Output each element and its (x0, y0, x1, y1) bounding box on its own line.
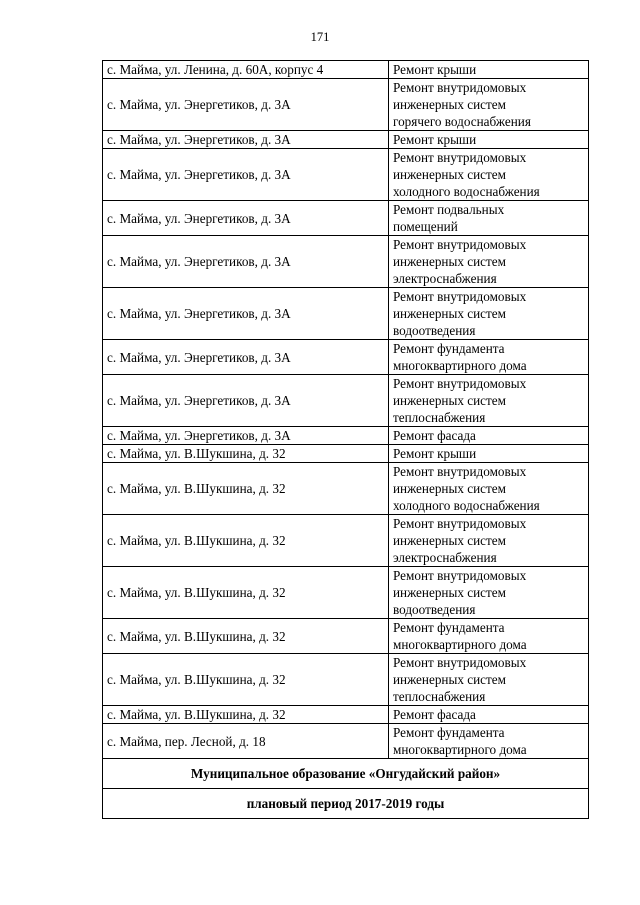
work-type-line: теплоснабжения (393, 410, 486, 425)
address-cell: с. Майма, ул. В.Шукшина, д. 32 (103, 567, 389, 619)
address-cell: с. Майма, ул. Энергетиков, д. 3А (103, 236, 389, 288)
work-type-cell (389, 79, 589, 131)
table-row (103, 288, 589, 340)
work-type-line: многоквартирного дома (393, 358, 527, 373)
table-row (103, 61, 589, 79)
work-type-line: водоотведения (393, 323, 476, 338)
work-type-cell (389, 619, 589, 654)
work-type-cell (389, 131, 589, 149)
work-type-cell (389, 724, 589, 759)
work-type-cell (389, 654, 589, 706)
work-type-line: Ремонт внутридомовых (393, 464, 527, 479)
address-cell: с. Майма, ул. В.Шукшина, д. 32 (103, 654, 389, 706)
address-cell: с. Майма, ул. Энергетиков, д. 3А (103, 149, 389, 201)
work-type-line: водоотведения (393, 602, 476, 617)
work-type-cell (389, 375, 589, 427)
address-cell: с. Майма, ул. В.Шукшина, д. 32 (103, 463, 389, 515)
work-type-line: помещений (393, 219, 458, 234)
address-cell: с. Майма, ул. Энергетиков, д. 3А (103, 375, 389, 427)
table-row (103, 619, 589, 654)
work-type-cell (389, 445, 589, 463)
work-type-line: Ремонт внутридомовых (393, 289, 527, 304)
work-type-line: Ремонт крыши (393, 132, 477, 147)
work-type-line: электроснабжения (393, 271, 497, 286)
work-type-line: инженерных систем (393, 254, 506, 269)
work-type-line: многоквартирного дома (393, 742, 527, 757)
period-heading: плановый период 2017-2019 годы (103, 789, 589, 819)
work-type-line: Ремонт внутридомовых (393, 568, 527, 583)
work-type-line: Ремонт фасада (393, 707, 476, 722)
table-row (103, 375, 589, 427)
work-type-cell (389, 288, 589, 340)
work-type-line: Ремонт фасада (393, 428, 476, 443)
table-row (103, 724, 589, 759)
address-cell: с. Майма, пер. Лесной, д. 18 (103, 724, 389, 759)
work-type-line: многоквартирного дома (393, 637, 527, 652)
municipality-heading: Муниципальное образование «Онгудайский район» (103, 759, 589, 789)
work-type-cell (389, 463, 589, 515)
address-cell: с. Майма, ул. Энергетиков, д. 3А (103, 201, 389, 236)
work-type-cell (389, 567, 589, 619)
table-row (103, 654, 589, 706)
work-type-cell (389, 61, 589, 79)
address-cell: с. Майма, ул. Энергетиков, д. 3А (103, 79, 389, 131)
work-type-line: инженерных систем (393, 585, 506, 600)
work-type-cell (389, 427, 589, 445)
work-type-line: инженерных систем (393, 97, 506, 112)
table-body (103, 61, 589, 819)
work-type-line: инженерных систем (393, 533, 506, 548)
work-type-line: Ремонт крыши (393, 62, 477, 77)
address-cell: с. Майма, ул. В.Шукшина, д. 32 (103, 706, 389, 724)
address-cell: с. Майма, ул. Энергетиков, д. 3А (103, 340, 389, 375)
work-type-cell (389, 340, 589, 375)
work-type-line: холодного водоснабжения (393, 184, 540, 199)
work-type-line: Ремонт фундамента (393, 620, 505, 635)
table-row (103, 567, 589, 619)
work-type-line: горячего водоснабжения (393, 114, 531, 129)
work-type-cell (389, 201, 589, 236)
address-cell: с. Майма, ул. Ленина, д. 60А, корпус 4 (103, 61, 389, 79)
work-type-line: теплоснабжения (393, 689, 486, 704)
work-type-line: электроснабжения (393, 550, 497, 565)
work-type-cell (389, 706, 589, 724)
address-cell: с. Майма, ул. В.Шукшина, д. 32 (103, 445, 389, 463)
work-type-line: инженерных систем (393, 167, 506, 182)
table-row (103, 445, 589, 463)
work-type-line: инженерных систем (393, 393, 506, 408)
work-type-line: Ремонт крыши (393, 446, 477, 461)
work-type-line: инженерных систем (393, 481, 506, 496)
work-type-line: Ремонт фундамента (393, 341, 505, 356)
section-row-municipality (103, 759, 589, 789)
table-row (103, 515, 589, 567)
section-row-period (103, 789, 589, 819)
address-cell: с. Майма, ул. В.Шукшина, д. 32 (103, 619, 389, 654)
address-cell: с. Майма, ул. Энергетиков, д. 3А (103, 427, 389, 445)
work-type-line: инженерных систем (393, 306, 506, 321)
work-type-line: Ремонт внутридомовых (393, 516, 527, 531)
address-cell: с. Майма, ул. Энергетиков, д. 3А (103, 288, 389, 340)
work-type-line: Ремонт внутридомовых (393, 376, 527, 391)
table-row (103, 131, 589, 149)
work-type-cell (389, 515, 589, 567)
work-type-line: инженерных систем (393, 672, 506, 687)
table-row (103, 79, 589, 131)
work-type-cell (389, 149, 589, 201)
table-row (103, 236, 589, 288)
table-row (103, 427, 589, 445)
table-row (103, 340, 589, 375)
repair-works-table (102, 60, 589, 819)
table-row (103, 706, 589, 724)
work-type-line: Ремонт внутридомовых (393, 655, 527, 670)
page-number: 171 (310, 30, 330, 44)
work-type-line: Ремонт внутридомовых (393, 150, 527, 165)
work-type-line: Ремонт подвальных (393, 202, 505, 217)
table-row (103, 201, 589, 236)
address-cell: с. Майма, ул. Энергетиков, д. 3А (103, 131, 389, 149)
address-cell: с. Майма, ул. В.Шукшина, д. 32 (103, 515, 389, 567)
table-row (103, 463, 589, 515)
work-type-line: холодного водоснабжения (393, 498, 540, 513)
table-row (103, 149, 589, 201)
work-type-line: Ремонт фундамента (393, 725, 505, 740)
work-type-cell (389, 236, 589, 288)
work-type-line: Ремонт внутридомовых (393, 80, 527, 95)
work-type-line: Ремонт внутридомовых (393, 237, 527, 252)
